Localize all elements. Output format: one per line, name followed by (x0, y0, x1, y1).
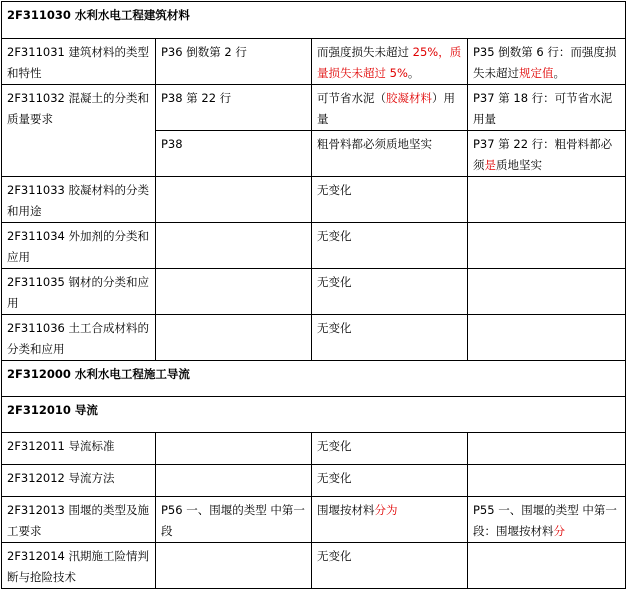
text-segment: 围堰按材料 (317, 503, 375, 517)
section-cell: 2F312011 导流标准 (2, 433, 156, 465)
old-text-cell (468, 39, 626, 85)
new-text-cell: 粗骨料都必须质地坚实 (312, 131, 468, 177)
section-header: 2F312000 水利水电工程施工导流 (2, 361, 626, 397)
page-ref-cell (156, 315, 312, 361)
new-text-cell: 无变化 (312, 543, 468, 589)
new-text-cell: 无变化 (312, 465, 468, 497)
text-segment: 质地坚实 (496, 158, 542, 172)
page-ref-cell (156, 223, 312, 269)
old-text-cell: P37 第 18 行：可节省水泥用量 (468, 85, 626, 131)
table-row (2, 223, 626, 269)
page-ref-cell: P36 倒数第 2 行 (156, 39, 312, 85)
section-cell: 2F311035 钢材的分类和应用 (2, 269, 156, 315)
changed-text: 胶凝材料 (386, 91, 432, 105)
text-segment: 可节省水泥（ (317, 91, 386, 105)
old-text-cell (468, 433, 626, 465)
text-segment: P35 倒数第 6 行：而强度损失未超过 (473, 45, 617, 80)
page-ref-cell (156, 177, 312, 223)
text-segment: 。 (407, 66, 420, 80)
text-segment: P37 第 22 行：粗骨料都必须 (473, 137, 613, 172)
page-ref-cell: P38 第 22 行 (156, 85, 312, 131)
new-text-cell: 无变化 (312, 269, 468, 315)
section-cell: 2F312012 导流方法 (2, 465, 156, 497)
text-segment: 而强度损失未超过 (317, 45, 413, 59)
table-row (2, 397, 626, 433)
table-row (2, 2, 626, 39)
old-text-cell (468, 315, 626, 361)
old-text-cell (468, 497, 626, 543)
page-ref-cell: P38 (156, 131, 312, 177)
old-text-cell (468, 465, 626, 497)
table-row (2, 269, 626, 315)
table-row (2, 177, 626, 223)
section-header: 2F312010 导流 (2, 397, 626, 433)
table-row (2, 39, 626, 85)
table-row (2, 465, 626, 497)
section-cell: 2F311033 胶凝材料的分类和用途 (2, 177, 156, 223)
table-row (2, 497, 626, 543)
old-text-cell (468, 177, 626, 223)
new-text-cell: 无变化 (312, 223, 468, 269)
new-text-cell (312, 39, 468, 85)
page-ref-cell (156, 465, 312, 497)
page-ref-cell: P56 一、围堰的类型 中第一段 (156, 497, 312, 543)
text-segment: 。 (553, 66, 565, 80)
page-ref-cell (156, 269, 312, 315)
changed-text: 分为 (374, 503, 398, 517)
old-text-cell (468, 131, 626, 177)
text-segment: ）用量 (317, 91, 455, 126)
table-row (2, 85, 626, 131)
new-text-cell: 无变化 (312, 315, 468, 361)
old-text-cell (468, 269, 626, 315)
changed-text: 是 (484, 158, 496, 172)
table-row (2, 361, 626, 397)
new-text-cell: 无变化 (312, 177, 468, 223)
old-text-cell (468, 543, 626, 589)
new-text-cell (312, 497, 468, 543)
section-cell: 2F312013 围堰的类型及施工要求 (2, 497, 156, 543)
new-text-cell: 无变化 (312, 433, 468, 465)
section-cell: 2F312014 汛期施工险情判断与抢险技术 (2, 543, 156, 589)
page-ref-cell (156, 433, 312, 465)
table-row (2, 543, 626, 589)
section-cell: 2F311031 建筑材料的类型和特性 (2, 39, 156, 85)
changed-text: 25%，质量损失未超过 5% (317, 45, 462, 80)
new-text-cell (312, 85, 468, 131)
table-row (2, 433, 626, 465)
table-row (2, 315, 626, 361)
changed-text: 分 (553, 524, 565, 538)
section-header: 2F311030 水利水电工程建筑材料 (2, 2, 626, 39)
comparison-table (1, 1, 626, 589)
section-cell: 2F311032 混凝土的分类和质量要求 (2, 85, 156, 177)
section-cell: 2F311034 外加剂的分类和应用 (2, 223, 156, 269)
page-ref-cell (156, 543, 312, 589)
changed-text: 规定值 (519, 66, 554, 80)
text-segment: P55 一、围堰的类型 中第一段：围堰按材料 (473, 503, 617, 538)
section-cell: 2F311036 土工合成材料的分类和应用 (2, 315, 156, 361)
old-text-cell (468, 223, 626, 269)
